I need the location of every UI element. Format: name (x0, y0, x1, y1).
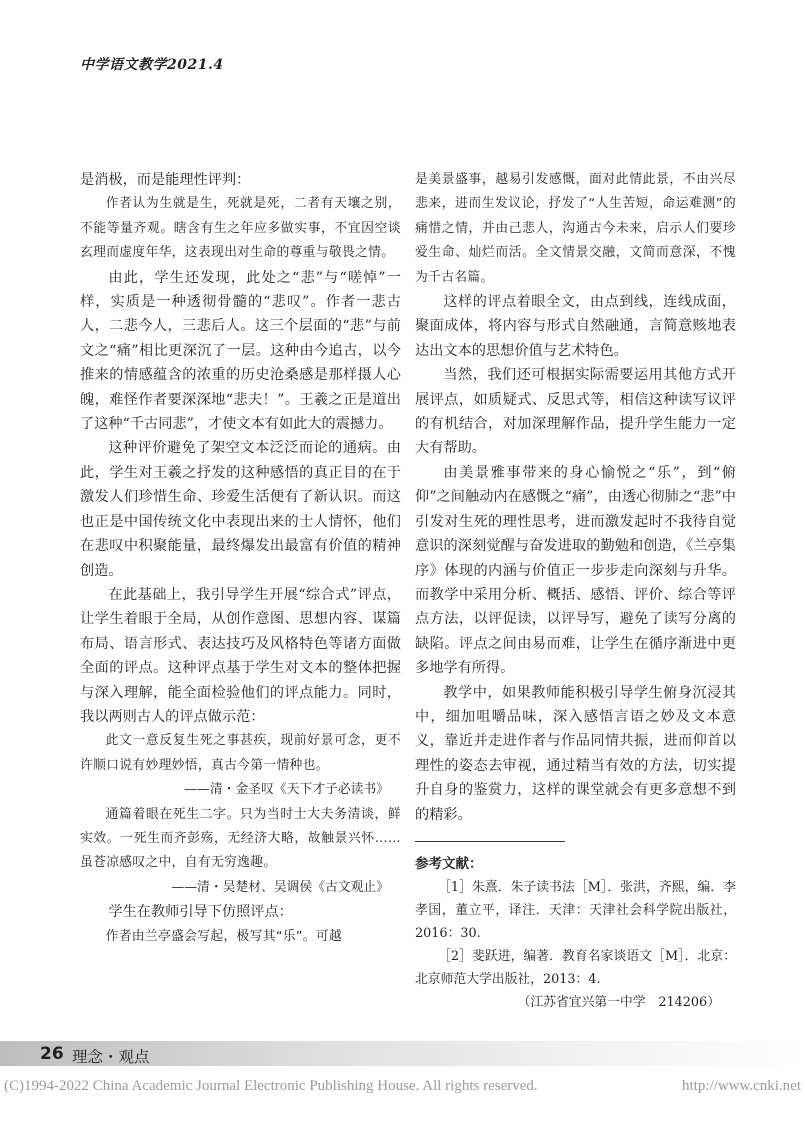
journal-header: 中学语文教学2021.4 (80, 57, 224, 73)
author-affiliation: （江苏省宜兴第一中学 214206） (517, 995, 720, 1011)
right-column (415, 168, 736, 1016)
quote-attribution: ——清・吴楚材、吴调侯《古文观止》 (171, 879, 389, 895)
references-heading: 参考文献： (415, 855, 483, 872)
paragraph: 是消极，而是能理性评判： (80, 172, 251, 188)
copyright-line (4, 1078, 801, 1095)
quote-block: 作者认为生就是生，死就是死，二者有天壤之别，不能等量齐观。瞎含有生之年应多做实事，不宜因空谈玄理而虚度年华，这表现出对生命的尊重与敬畏之情。 (80, 196, 401, 261)
section-label: 理念・观点 (72, 1048, 150, 1066)
page-number: 26 (40, 1044, 64, 1064)
cnki-url[interactable]: http://www.cnki.net (681, 1078, 801, 1094)
paragraph: 这样的评点着眼全文，由点到线，连线成面，聚面成体，将内容与形式自然融通，言简意赅地表达出文本的思想价值与艺术特色。 (415, 294, 736, 359)
quote-block: 作者由兰亭盛会写起，极写其“乐”。可越 (105, 928, 343, 944)
paragraph: 当然，我们还可根据实际需要运用其他方式开展评点，如质疑式、反思式等，相信这种读写议评的有机结合，对加深理解作品，提升学生能力一定大有帮助。 (415, 367, 736, 457)
reference-item: ［1］朱熹．朱子读书法［M］．张洪，齐熙，编．李孝国，董立平，译注．天津：天津社会科学院出版社，2016：30. (415, 880, 736, 942)
quote-attribution: ——清・金圣叹《天下才子必读书》 (184, 782, 389, 798)
paragraph: 这种评价避免了架空文本泛泛而论的通病。由此，学生对王羲之抒发的这种感悟的真正目的在于激发人们珍惜生命、珍爱生活便有了新认识。而这也正是中国传统文化中表现出来的士人情怀，他们在悲叹中积聚能量，最终爆发出最富有价值的精神创造。 (80, 440, 401, 579)
left-column (80, 168, 401, 949)
paragraph: 学生在教师引导下仿照评点： (108, 904, 293, 921)
quote-block: 是美景盛事，越易引发感慨，面对此情此景，不由兴尽悲来，进而生发议论，抒发了“人生苦短，命运难测”的痛惜之情，并由己悲人，沟通古今未来，启示人们要珍爱生命、灿烂而活。全文情景交融，文简而意深，不愧为千古名篇。 (415, 172, 736, 285)
paragraph: 在此基础上，我引导学生开展“综合式”评点，让学生着眼于全局，从创作意图、思想内容、谋篇布局、语言形式、表达技巧及风格特色等诸方面做全面的评点。这种评点基于学生对文本的整体把握与深入理解，能全面检验他们的评点能力。同时，我以两则古人的评点做示范： (80, 586, 401, 725)
reference-item: ［2］斐跃进，编著．教育名家谈语文［M］．北京：北京师范大学出版社，2013：4. (415, 949, 736, 988)
references-divider (415, 841, 565, 842)
quote-block: 通篇着眼在死生二字。只为当时士大夫务清谈，鲜实效。一死生而齐彭殇，无经济大略，故触景兴怀……虽苍凉感叹之中，自有无穷逸趣。 (80, 806, 401, 871)
paragraph: 教学中，如果教师能积极引导学生俯身沉浸其中，细加咀嚼品味，深入感悟言语之妙及文本意义，靠近并走进作者与作品同情共振，进而仰首以理性的姿态去审视，通过精当有效的方法，切实提升自身的鉴赏力，这样的课堂就会有更多意想不到的精彩。 (415, 684, 736, 823)
copyright-text: (C)1994-2022 China Academic Journal Electronic Publishing House. All rights reserved. (4, 1078, 538, 1094)
quote-block: 此文一意反复生死之事甚疾，现前好景可念，更不许顺口说有妙理妙悟，真古今第一情种也。 (80, 733, 401, 773)
paragraph: 由此，学生还发现，此处之“悲”与“嗟悼”一样，实质是一种透彻骨髓的“悲叹”。作者一悲古人，二悲今人，三悲后人。这三个层面的“悲”与前文之“痛”相比更深沉了一层。这种由今追古，以今推来的情感蕴含的浓重的历史沧桑感是那样摄人心魄，难怪作者要深深地“悲夫！”。王羲之正是道出了这种“千古同悲”，才使文本有如此大的震撼力。 (80, 269, 401, 433)
paragraph: 由美景雅事带来的身心愉悦之“乐”，到“俯仰”之间触动内在感慨之“痛”，由透心彻肺之“悲”中引发对生死的理性思考，进而激发起时不我待自觉意识的深刻觉醒与奋发进取的勤勉和创造，《兰亭集序》体现的内涵与价值正一步步走向深刻与升华。而教学中采用分析、概括、感悟、评价、综合等评点方法，以评促读，以评导写，避免了读写分离的缺陷。评点之间由易而难，让学生在循序渐进中更多地学有所得。 (415, 464, 736, 677)
